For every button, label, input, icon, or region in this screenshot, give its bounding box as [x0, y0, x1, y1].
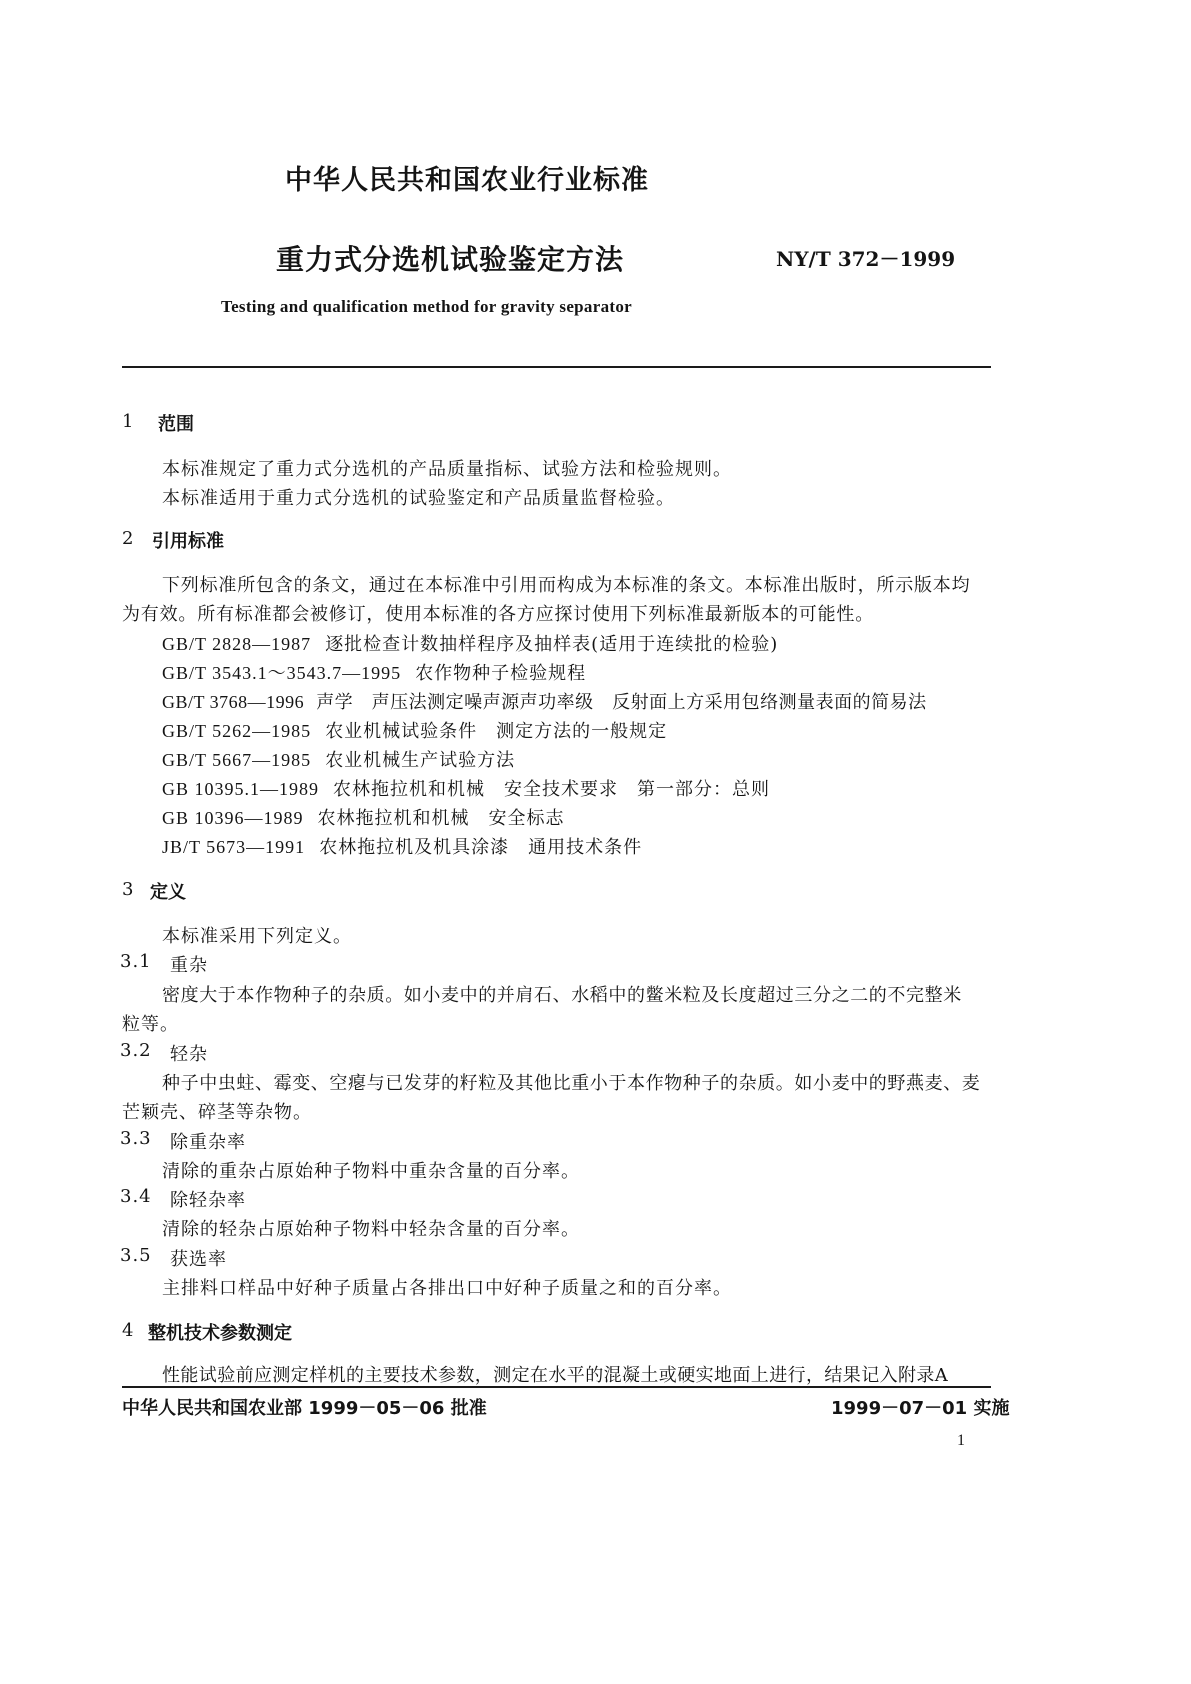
- reference-title: 农作物种子检验规程: [415, 663, 587, 684]
- section-1-para-2: 本标准适用于重力式分选机的试验鉴定和产品质量监督检验。: [162, 488, 675, 509]
- header-rule: [122, 366, 991, 368]
- definition-3-2-line-1: 种子中虫蛀、霉变、空瘪与已发芽的籽粒及其他比重小于本作物种子的杂质。如小麦中的野燕麦、麦: [162, 1073, 981, 1094]
- reference-code: JB/T 5673—1991: [162, 837, 306, 857]
- definition-3-1-line-2: 粒等。: [122, 1014, 179, 1035]
- definition-3-5-number: 3.5: [120, 1245, 152, 1266]
- section-2-number: 2: [122, 528, 134, 549]
- reference-code: GB/T 2828—1987: [162, 634, 312, 654]
- implementation-date: 1999－07－01 实施: [831, 1398, 1010, 1419]
- section-2-title: 引用标准: [152, 531, 224, 552]
- section-4-title: 整机技术参数测定: [148, 1323, 292, 1344]
- section-2-intro-line-1: 下列标准所包含的条文，通过在本标准中引用而构成为本标准的条文。本标准出版时，所示版本均: [162, 575, 971, 596]
- section-1-number: 1: [122, 411, 134, 432]
- standard-code: NY/T 372－1999: [776, 247, 956, 271]
- definition-3-5-term: 获选率: [170, 1249, 227, 1270]
- section-3-title: 定义: [150, 882, 186, 903]
- definition-3-1-line-1: 密度大于本作物种子的杂质。如小麦中的并肩石、水稻中的鳖米粒及长度超过三分之二的不完整米: [162, 985, 962, 1006]
- section-3-number: 3: [122, 879, 134, 900]
- definition-3-3-line-1: 清除的重杂占原始种子物料中重杂含量的百分率。: [162, 1161, 580, 1182]
- definition-3-4-line-1: 清除的轻杂占原始种子物料中轻杂含量的百分率。: [162, 1219, 580, 1240]
- definition-3-5-line-1: 主排料口样品中好种子质量占各排出口中好种子质量之和的百分率。: [162, 1278, 732, 1299]
- reference-title: 农林拖拉机及机具涂漆 通用技术条件: [319, 837, 643, 858]
- reference-item: [162, 746, 515, 772]
- definition-3-4-number: 3.4: [120, 1186, 152, 1207]
- definition-3-4-term: 除轻杂率: [170, 1190, 246, 1211]
- english-title: Testing and qualification method for gravity separator: [221, 297, 632, 316]
- reference-title: 农业机械生产试验方法: [325, 750, 516, 771]
- section-4-number: 4: [122, 1320, 134, 1341]
- footer-rule: [122, 1386, 991, 1388]
- reference-title: 声学 声压法测定噪声源声功率级 反射面上方采用包络测量表面的简易法: [316, 692, 927, 713]
- reference-item: [162, 717, 667, 743]
- definition-3-2-term: 轻杂: [170, 1044, 208, 1065]
- reference-item: [162, 659, 586, 685]
- reference-item: [162, 630, 778, 656]
- reference-code: GB/T 3543.1～3543.7—1995: [162, 663, 402, 683]
- reference-code: GB/T 5262—1985: [162, 721, 312, 741]
- approval-line: 中华人民共和国农业部 1999－05－06 批准: [122, 1398, 487, 1419]
- section-1-title: 范围: [158, 414, 194, 435]
- reference-item: [162, 804, 565, 830]
- definition-3-3-term: 除重杂率: [170, 1132, 246, 1153]
- section-1-para-1: 本标准规定了重力式分选机的产品质量指标、试验方法和检验规则。: [162, 459, 732, 480]
- reference-title: 农业机械试验条件 测定方法的一般规定: [325, 721, 668, 742]
- document-title: 重力式分选机试验鉴定方法: [276, 243, 625, 276]
- definition-3-3-number: 3.3: [120, 1128, 152, 1149]
- reference-title: 农林拖拉机和机械 安全标志: [317, 808, 565, 829]
- definition-3-2-number: 3.2: [120, 1040, 152, 1061]
- definition-3-1-term: 重杂: [170, 955, 208, 976]
- reference-item: [162, 775, 770, 801]
- definition-3-2-line-2: 芒颖壳、碎茎等杂物。: [122, 1102, 312, 1123]
- reference-title: 逐批检查计数抽样程序及抽样表(适用于连续批的检验): [325, 634, 779, 655]
- definition-3-1-number: 3.1: [120, 951, 152, 972]
- reference-item: [162, 833, 642, 859]
- reference-code: GB 10395.1—1989: [162, 779, 320, 799]
- section-3-intro: 本标准采用下列定义。: [162, 926, 352, 947]
- section-4-line-1: 性能试验前应测定样机的主要技术参数，测定在水平的混凝土或硬实地面上进行，结果记入附录A: [162, 1365, 949, 1386]
- reference-code: GB/T 5667—1985: [162, 750, 312, 770]
- section-2-intro-line-2: 为有效。所有标准都会被修订，使用本标准的各方应探讨使用下列标准最新版本的可能性。: [122, 604, 874, 625]
- reference-title: 农林拖拉机和机械 安全技术要求 第一部分：总则: [333, 779, 771, 800]
- reference-code: GB/T 3768—1996: [162, 692, 305, 712]
- page-number: 1: [957, 1432, 965, 1449]
- standard-body: 中华人民共和国农业行业标准: [285, 165, 649, 196]
- reference-code: GB 10396—1989: [162, 808, 304, 828]
- reference-item: [162, 688, 927, 714]
